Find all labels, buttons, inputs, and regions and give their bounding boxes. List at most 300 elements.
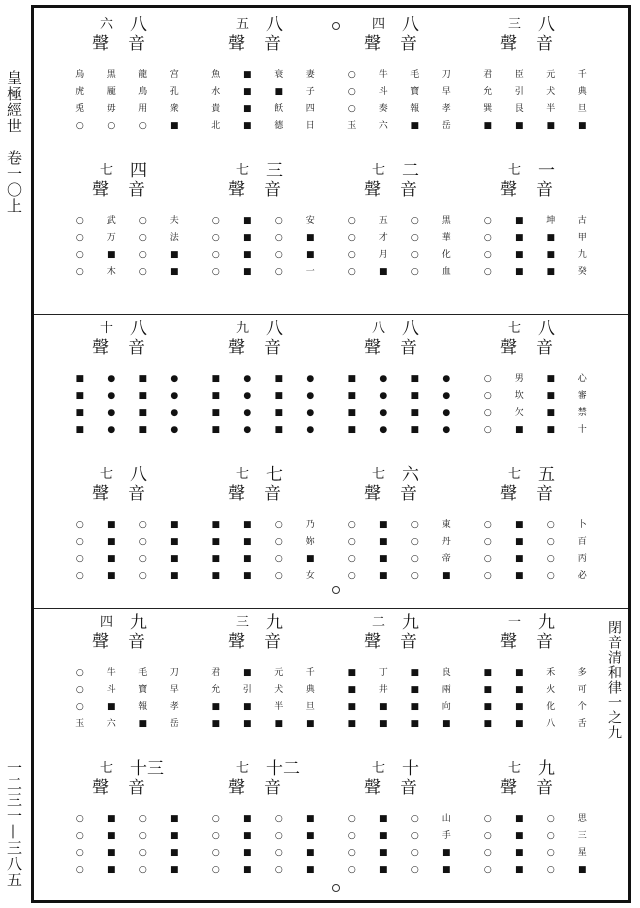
table-heading xyxy=(80,16,174,54)
grid-cell: ■ xyxy=(378,702,388,712)
rhyme-table xyxy=(334,162,464,300)
grid-cell: ○ xyxy=(410,267,419,277)
grid-cell: 烏 xyxy=(75,70,85,80)
grid-cell: ■ xyxy=(546,425,555,435)
grid-cell: 手 xyxy=(441,831,451,841)
grid-cell: 才 xyxy=(378,233,388,243)
grid-cell: ○ xyxy=(138,831,147,841)
grid-cell: ■ xyxy=(514,520,524,530)
heading-bottom-right: 音 xyxy=(128,778,145,798)
grid-cell: ■ xyxy=(169,267,179,277)
heading-bottom-right: 音 xyxy=(128,632,145,652)
heading-bottom-left: 聲 xyxy=(500,778,517,798)
heading-bottom-left: 聲 xyxy=(228,338,245,358)
grid-cell: 九 xyxy=(577,250,587,260)
grid-cell: 水 xyxy=(211,87,221,97)
heading-top-left: 七 xyxy=(508,163,522,178)
grid-cell: 早 xyxy=(441,87,451,97)
rhyme-table xyxy=(470,162,600,300)
grid-cell: ○ xyxy=(75,668,84,678)
grid-cell: 牛 xyxy=(106,668,116,678)
grid-cell: ○ xyxy=(347,814,356,824)
grid-cell: ■ xyxy=(169,865,179,875)
grid-cell: ■ xyxy=(106,537,116,547)
grid-cell: ■ xyxy=(378,571,388,581)
character-grid xyxy=(472,518,598,584)
rhyme-table xyxy=(470,466,600,604)
heading-bottom-right: 音 xyxy=(400,338,417,358)
grid-cell: ○ xyxy=(138,121,147,131)
grid-cell: ■ xyxy=(514,848,524,858)
grid-cell: ■ xyxy=(514,425,524,435)
grid-cell: ○ xyxy=(211,233,220,243)
grid-cell: ○ xyxy=(274,571,283,581)
grid-cell: ■ xyxy=(242,831,252,841)
grid-cell: ■ xyxy=(514,233,524,243)
heading-top-left: 十 xyxy=(100,321,114,336)
grid-cell: ○ xyxy=(211,267,220,277)
heading-bottom-right: 音 xyxy=(400,180,417,200)
grid-cell: ● xyxy=(107,374,116,384)
heading-bottom-right: 音 xyxy=(536,34,553,54)
rhyme-table xyxy=(334,16,464,154)
heading-top-left: 四 xyxy=(372,17,386,32)
heading-top-right: 一 xyxy=(538,161,555,181)
grid-cell: ■ xyxy=(347,391,356,401)
character-grid xyxy=(64,68,190,134)
grid-cell: ■ xyxy=(410,702,419,712)
grid-cell: ■ xyxy=(242,702,252,712)
grid-cell: ■ xyxy=(410,121,419,131)
grid-cell: ■ xyxy=(483,121,492,131)
grid-cell: ■ xyxy=(378,554,388,564)
grid-cell: ○ xyxy=(483,216,492,226)
grid-cell: ■ xyxy=(106,520,116,530)
grid-cell: ■ xyxy=(514,865,524,875)
grid-cell: ■ xyxy=(75,425,84,435)
heading-bottom-left: 聲 xyxy=(228,778,245,798)
grid-cell: ■ xyxy=(347,425,356,435)
heading-bottom-right: 音 xyxy=(128,34,145,54)
rhyme-table xyxy=(334,614,464,752)
grid-cell: ■ xyxy=(242,554,252,564)
grid-cell: ■ xyxy=(546,250,555,260)
grid-cell: ● xyxy=(379,425,388,435)
table-heading xyxy=(488,614,582,652)
grid-cell: ○ xyxy=(274,216,283,226)
character-grid xyxy=(472,214,598,280)
grid-cell: ■ xyxy=(138,374,147,384)
grid-cell: ○ xyxy=(347,571,356,581)
grid-cell: ○ xyxy=(75,121,84,131)
heading-bottom-right: 音 xyxy=(536,632,553,652)
grid-cell: 典 xyxy=(305,685,315,695)
grid-cell: ○ xyxy=(274,250,283,260)
grid-cell: ○ xyxy=(211,216,220,226)
heading-bottom-left: 聲 xyxy=(92,778,109,798)
heading-bottom-right: 音 xyxy=(536,180,553,200)
grid-cell: 犬 xyxy=(274,685,284,695)
grid-cell: 君 xyxy=(211,668,221,678)
heading-top-right: 八 xyxy=(266,319,283,339)
character-grid xyxy=(336,666,462,732)
grid-cell: ○ xyxy=(546,571,555,581)
grid-cell: ■ xyxy=(347,374,356,384)
character-grid xyxy=(200,812,326,878)
grid-cell: ● xyxy=(243,391,252,401)
character-grid xyxy=(64,214,190,280)
grid-cell: ○ xyxy=(274,814,283,824)
grid-cell: ● xyxy=(107,425,116,435)
grid-cell: ○ xyxy=(211,250,220,260)
grid-cell: ○ xyxy=(410,554,419,564)
grid-cell: ■ xyxy=(75,374,84,384)
grid-cell: 妻 xyxy=(305,70,315,80)
table-heading xyxy=(488,760,582,798)
grid-cell: ■ xyxy=(305,865,315,875)
grid-cell: 井 xyxy=(378,685,388,695)
grid-cell: 可 xyxy=(577,685,587,695)
character-grid xyxy=(200,518,326,584)
heading-bottom-left: 聲 xyxy=(228,180,245,200)
grid-cell: ■ xyxy=(138,408,147,418)
grid-cell: ■ xyxy=(106,814,116,824)
heading-bottom-right: 音 xyxy=(264,632,281,652)
heading-bottom-left: 聲 xyxy=(500,484,517,504)
grid-cell: ■ xyxy=(514,571,524,581)
book-title: 皇極經世 卷一〇上 xyxy=(5,70,23,214)
grid-cell: ■ xyxy=(577,121,587,131)
grid-cell: ○ xyxy=(483,814,492,824)
grid-cell: ■ xyxy=(378,267,388,277)
grid-cell: 黒 xyxy=(106,70,116,80)
grid-cell: 東 xyxy=(441,520,451,530)
grid-cell: ○ xyxy=(483,391,492,401)
grid-cell: 犬 xyxy=(546,87,556,97)
grid-cell: 木 xyxy=(106,267,116,277)
grid-cell: 魚 xyxy=(211,70,221,80)
character-grid xyxy=(64,812,190,878)
grid-cell: ■ xyxy=(138,719,147,729)
grid-cell: ■ xyxy=(106,865,116,875)
grid-cell: 心 xyxy=(577,374,587,384)
heading-top-right: 九 xyxy=(130,613,147,633)
grid-cell: ■ xyxy=(546,408,555,418)
grid-cell: ○ xyxy=(483,848,492,858)
grid-cell: ○ xyxy=(274,865,283,875)
grid-cell: ○ xyxy=(138,250,147,260)
grid-cell: 山 xyxy=(441,814,451,824)
grid-cell: ○ xyxy=(211,848,220,858)
grid-cell: 衆 xyxy=(169,104,179,114)
grid-cell: ● xyxy=(170,425,179,435)
grid-cell: ■ xyxy=(211,702,220,712)
grid-cell: ○ xyxy=(75,537,84,547)
grid-cell: ○ xyxy=(483,865,492,875)
grid-cell: ○ xyxy=(483,554,492,564)
heading-top-right: 九 xyxy=(538,613,555,633)
rhyme-table xyxy=(198,614,328,752)
grid-cell: 貴 xyxy=(211,104,221,114)
grid-cell: ■ xyxy=(242,520,252,530)
grid-cell: 法 xyxy=(169,233,179,243)
grid-cell: 万 xyxy=(106,233,116,243)
grid-cell: ■ xyxy=(410,719,419,729)
table-heading xyxy=(80,614,174,652)
grid-cell: ○ xyxy=(138,233,147,243)
heading-top-right: 八 xyxy=(538,15,555,35)
heading-bottom-left: 聲 xyxy=(228,34,245,54)
grid-cell: ○ xyxy=(138,571,147,581)
heading-top-right: 八 xyxy=(266,15,283,35)
grid-cell: 兎 xyxy=(75,104,85,114)
grid-cell: ● xyxy=(442,391,451,401)
grid-cell: 引 xyxy=(514,87,524,97)
grid-cell: ● xyxy=(306,425,315,435)
table-heading xyxy=(352,162,446,200)
grid-cell: 半 xyxy=(546,104,556,114)
rhyme-table xyxy=(62,466,192,604)
table-heading xyxy=(80,760,174,798)
heading-top-left: 八 xyxy=(372,321,386,336)
grid-cell: ○ xyxy=(546,814,555,824)
grid-cell: 牛 xyxy=(378,70,388,80)
grid-cell: ■ xyxy=(274,425,283,435)
grid-cell: ■ xyxy=(410,374,419,384)
grid-cell: ■ xyxy=(410,391,419,401)
grid-cell: 妳 xyxy=(305,537,315,547)
grid-cell: ■ xyxy=(242,250,252,260)
grid-cell: 坤 xyxy=(546,216,556,226)
grid-cell: ● xyxy=(243,425,252,435)
heading-top-left: 七 xyxy=(236,467,250,482)
grid-cell: 子 xyxy=(305,87,315,97)
grid-cell: ○ xyxy=(347,267,356,277)
heading-top-right: 八 xyxy=(538,319,555,339)
grid-cell: 報 xyxy=(410,104,420,114)
heading-top-right: 九 xyxy=(402,613,419,633)
rhyme-table xyxy=(198,760,328,898)
grid-cell: ○ xyxy=(138,814,147,824)
grid-cell: 引 xyxy=(242,685,252,695)
grid-cell: 个 xyxy=(577,702,587,712)
grid-cell: ● xyxy=(306,391,315,401)
grid-cell: ○ xyxy=(75,831,84,841)
grid-cell: ○ xyxy=(211,814,220,824)
heading-top-right: 九 xyxy=(266,613,283,633)
grid-cell: ■ xyxy=(546,121,555,131)
heading-top-left: 四 xyxy=(100,615,114,630)
grid-cell: ■ xyxy=(169,121,179,131)
table-heading xyxy=(488,162,582,200)
grid-cell: ■ xyxy=(378,848,388,858)
grid-cell: 鳥 xyxy=(138,87,148,97)
grid-cell: ■ xyxy=(169,250,179,260)
heading-top-left: 七 xyxy=(508,467,522,482)
grid-cell: ○ xyxy=(75,233,84,243)
grid-cell: ○ xyxy=(410,250,419,260)
grid-cell: ■ xyxy=(483,685,492,695)
grid-cell: 甲 xyxy=(577,233,587,243)
grid-cell: ○ xyxy=(410,216,419,226)
heading-top-left: 七 xyxy=(236,163,250,178)
heading-bottom-right: 音 xyxy=(264,338,281,358)
grid-cell: ■ xyxy=(274,374,283,384)
rhyme-table xyxy=(198,16,328,154)
grid-cell: 斗 xyxy=(106,685,116,695)
grid-cell: ■ xyxy=(483,702,492,712)
heading-top-right: 四 xyxy=(130,161,147,181)
grid-cell: ■ xyxy=(441,848,451,858)
rhyme-table xyxy=(470,16,600,154)
grid-cell: ○ xyxy=(75,250,84,260)
grid-cell: ■ xyxy=(211,571,220,581)
grid-cell: ○ xyxy=(347,848,356,858)
grid-cell: ■ xyxy=(211,425,220,435)
rhyme-table xyxy=(62,320,192,458)
grid-cell: ■ xyxy=(106,554,116,564)
rhyme-table xyxy=(62,614,192,752)
grid-cell: ○ xyxy=(483,425,492,435)
grid-cell: ■ xyxy=(242,87,252,97)
rhyme-table xyxy=(334,466,464,604)
grid-cell: ■ xyxy=(211,554,220,564)
grid-cell: ■ xyxy=(378,719,388,729)
grid-cell: ○ xyxy=(75,520,84,530)
grid-cell: ■ xyxy=(242,121,252,131)
grid-cell: ■ xyxy=(169,520,179,530)
grid-cell: ○ xyxy=(75,216,84,226)
grid-cell: 化 xyxy=(441,250,451,260)
grid-cell: ○ xyxy=(138,267,147,277)
grid-cell: 用 xyxy=(138,104,148,114)
grid-cell: 典 xyxy=(577,87,587,97)
heading-bottom-left: 聲 xyxy=(92,338,109,358)
heading-top-left: 七 xyxy=(508,321,522,336)
grid-cell: 丁 xyxy=(378,668,388,678)
grid-cell: ○ xyxy=(274,831,283,841)
grid-cell: ● xyxy=(243,408,252,418)
heading-top-right: 八 xyxy=(402,319,419,339)
grid-cell: ■ xyxy=(514,814,524,824)
grid-cell: 艮 xyxy=(514,104,524,114)
grid-cell: ■ xyxy=(305,719,315,729)
grid-cell: ○ xyxy=(75,702,84,712)
grid-cell: ■ xyxy=(169,831,179,841)
grid-cell: ○ xyxy=(107,121,116,131)
grid-cell: ■ xyxy=(577,865,587,875)
grid-cell: ○ xyxy=(347,87,356,97)
grid-cell: 日 xyxy=(305,121,315,131)
grid-cell: ■ xyxy=(211,537,220,547)
grid-cell: ■ xyxy=(305,554,315,564)
grid-cell: ■ xyxy=(242,814,252,824)
grid-cell: ○ xyxy=(211,831,220,841)
character-grid xyxy=(200,68,326,134)
grid-cell: ■ xyxy=(274,408,283,418)
grid-cell: ○ xyxy=(274,554,283,564)
grid-cell: ○ xyxy=(347,104,356,114)
grid-cell: ■ xyxy=(514,831,524,841)
grid-cell: ○ xyxy=(75,554,84,564)
heading-top-left: 七 xyxy=(372,163,386,178)
grid-cell: ● xyxy=(306,408,315,418)
grid-cell: ■ xyxy=(347,719,356,729)
rhyme-table xyxy=(198,162,328,300)
grid-cell: 千 xyxy=(577,70,587,80)
grid-cell: 毛 xyxy=(138,668,148,678)
grid-cell: 一 xyxy=(305,267,315,277)
grid-cell: ○ xyxy=(138,216,147,226)
grid-cell: ■ xyxy=(514,702,524,712)
table-heading xyxy=(352,466,446,504)
heading-bottom-left: 聲 xyxy=(92,34,109,54)
grid-cell: 元 xyxy=(274,668,284,678)
grid-cell: ■ xyxy=(211,408,220,418)
grid-cell: ■ xyxy=(138,391,147,401)
grid-cell: 坎 xyxy=(514,391,524,401)
grid-cell: ■ xyxy=(242,104,252,114)
table-heading xyxy=(80,466,174,504)
grid-cell: ○ xyxy=(546,520,555,530)
grid-cell: ■ xyxy=(514,537,524,547)
heading-bottom-right: 音 xyxy=(264,778,281,798)
grid-cell: ■ xyxy=(514,250,524,260)
grid-cell: ● xyxy=(442,374,451,384)
grid-cell: ○ xyxy=(138,848,147,858)
grid-cell: ■ xyxy=(138,425,147,435)
grid-cell: 寶 xyxy=(138,685,148,695)
grid-cell: ■ xyxy=(75,391,84,401)
grid-cell: ○ xyxy=(347,554,356,564)
grid-cell: 武 xyxy=(106,216,116,226)
grid-cell: ○ xyxy=(410,233,419,243)
heading-top-right: 八 xyxy=(130,465,147,485)
heading-top-right: 五 xyxy=(538,465,555,485)
grid-cell: ■ xyxy=(106,848,116,858)
heading-bottom-right: 音 xyxy=(536,338,553,358)
heading-top-right: 二 xyxy=(402,161,419,181)
grid-cell: ■ xyxy=(514,267,524,277)
grid-cell: ○ xyxy=(483,250,492,260)
grid-cell: ■ xyxy=(378,814,388,824)
heading-bottom-left: 聲 xyxy=(364,632,381,652)
grid-cell: 月 xyxy=(378,250,388,260)
heading-bottom-right: 音 xyxy=(400,484,417,504)
character-grid xyxy=(336,68,462,134)
grid-cell: ■ xyxy=(441,865,451,875)
grid-cell: 四 xyxy=(305,104,315,114)
heading-bottom-right: 音 xyxy=(536,778,553,798)
grid-cell: 華 xyxy=(441,233,451,243)
grid-cell: ○ xyxy=(347,70,356,80)
grid-cell: ■ xyxy=(242,267,252,277)
grid-cell: 審 xyxy=(577,391,587,401)
grid-cell: 龎 xyxy=(106,87,116,97)
grid-cell: 德 xyxy=(274,121,284,131)
rhyme-table xyxy=(470,320,600,458)
grid-cell: ○ xyxy=(483,537,492,547)
grid-cell: ○ xyxy=(138,865,147,875)
grid-cell: 千 xyxy=(305,668,315,678)
heading-top-left: 七 xyxy=(100,163,114,178)
grid-cell: ■ xyxy=(378,831,388,841)
grid-cell: ■ xyxy=(514,685,524,695)
heading-top-right: 六 xyxy=(402,465,419,485)
rhyme-table xyxy=(334,320,464,458)
character-grid xyxy=(64,518,190,584)
heading-top-right: 十二 xyxy=(266,759,300,779)
